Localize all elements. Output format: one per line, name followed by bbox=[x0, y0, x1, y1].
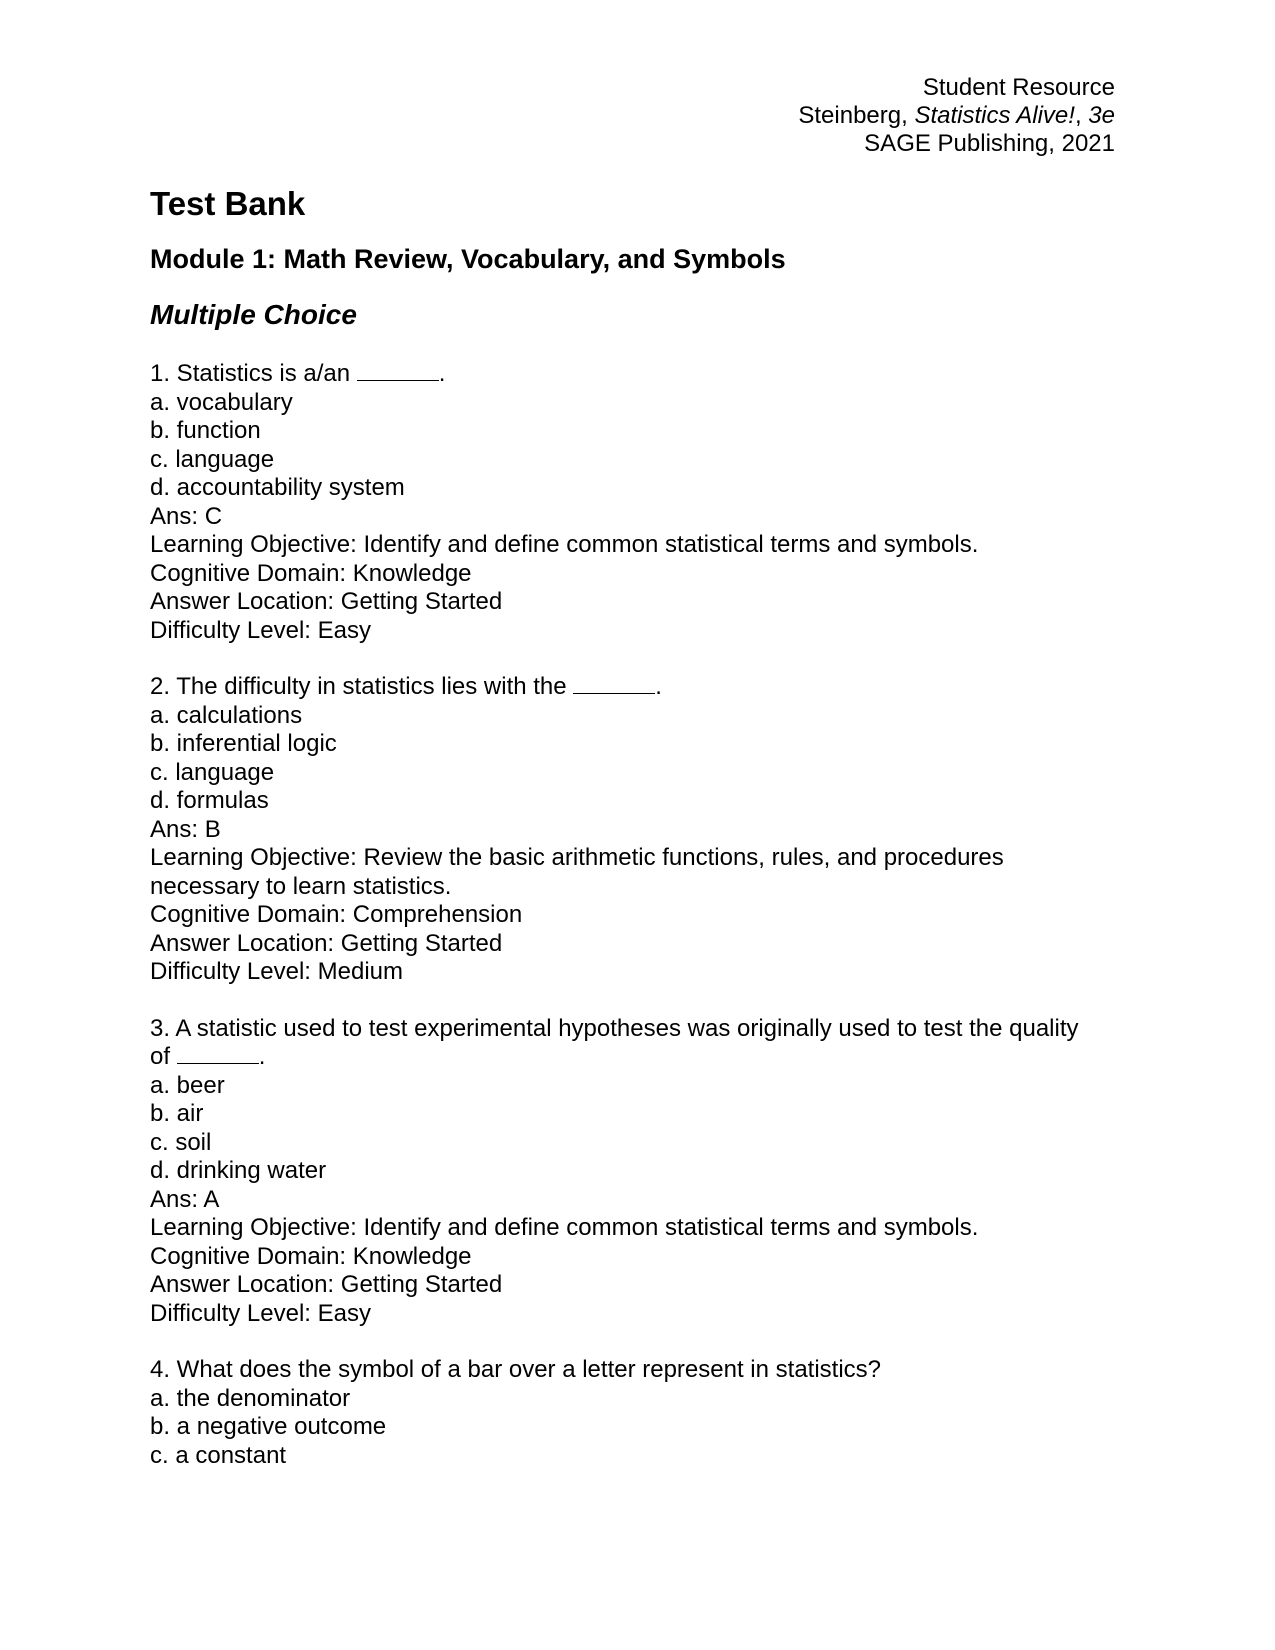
question-list bbox=[150, 360, 1130, 1470]
option-a: a. vocabulary bbox=[150, 388, 293, 416]
header-author: Steinberg, bbox=[798, 102, 915, 129]
header-comma: , bbox=[1074, 102, 1089, 129]
question-stem-continued bbox=[150, 1043, 1130, 1072]
option-d: d. drinking water bbox=[150, 1157, 327, 1184]
learning-objective: Learning Objective: Review the basic arithmetic functions, rules, and procedures bbox=[150, 844, 1004, 871]
option-c: c. a constant bbox=[150, 1441, 287, 1469]
answer-location: Answer Location: Getting Started bbox=[150, 1271, 503, 1298]
difficulty-level: Difficulty Level: Medium bbox=[150, 958, 403, 985]
option-b: b. a negative outcome bbox=[150, 1413, 387, 1440]
option-a: a. calculations bbox=[150, 701, 303, 729]
module-title: Module 1: Math Review, Vocabulary, and Symbols bbox=[150, 244, 786, 274]
resource-header bbox=[798, 74, 1115, 158]
answer-key: Ans: A bbox=[150, 1185, 220, 1213]
answer-blank bbox=[177, 1045, 259, 1064]
question-3 bbox=[150, 1015, 1130, 1329]
question-stem: 4. What does the symbol of a bar over a letter represent in statistics? bbox=[150, 1356, 882, 1383]
stem-end: . bbox=[438, 360, 446, 387]
option-b: b. air bbox=[150, 1100, 204, 1127]
learning-objective-continued: necessary to learn statistics. bbox=[150, 872, 452, 900]
stem-text: 2. The difficulty in statistics lies with the bbox=[150, 673, 574, 700]
header-book-title: Statistics Alive! bbox=[914, 102, 1075, 129]
question-stem bbox=[150, 360, 1130, 389]
stem-end: . bbox=[258, 1043, 266, 1070]
question-stem bbox=[150, 673, 1130, 702]
question-2 bbox=[150, 673, 1130, 987]
option-d: d. formulas bbox=[150, 787, 269, 814]
section-title: Multiple Choice bbox=[150, 299, 357, 330]
cognitive-domain: Cognitive Domain: Knowledge bbox=[150, 1242, 472, 1270]
stem-text: of bbox=[150, 1043, 177, 1070]
question-1 bbox=[150, 360, 1130, 645]
question-4 bbox=[150, 1356, 1130, 1470]
answer-location: Answer Location: Getting Started bbox=[150, 929, 503, 957]
answer-blank bbox=[573, 675, 655, 694]
answer-blank bbox=[357, 362, 439, 381]
difficulty-level: Difficulty Level: Easy bbox=[150, 1299, 371, 1327]
answer-key: Ans: B bbox=[150, 815, 221, 843]
stem-text: 1. Statistics is a/an bbox=[150, 360, 357, 387]
learning-objective: Learning Objective: Identify and define common statistical terms and symbols. bbox=[150, 531, 979, 558]
learning-objective: Learning Objective: Identify and define common statistical terms and symbols. bbox=[150, 1214, 979, 1241]
document-content bbox=[150, 184, 1130, 1498]
answer-key: Ans: C bbox=[150, 502, 223, 530]
header-resource-label: Student Resource bbox=[922, 74, 1115, 101]
option-a: a. the denominator bbox=[150, 1384, 351, 1412]
option-d: d. accountability system bbox=[150, 474, 405, 501]
answer-location: Answer Location: Getting Started bbox=[150, 588, 503, 615]
option-b: b. function bbox=[150, 417, 261, 444]
cognitive-domain: Cognitive Domain: Knowledge bbox=[150, 559, 472, 587]
question-stem: 3. A statistic used to test experimental hypotheses was originally used to test the quality bbox=[150, 1014, 1079, 1042]
stem-end: . bbox=[655, 673, 662, 700]
difficulty-level: Difficulty Level: Easy bbox=[150, 616, 371, 644]
cognitive-domain: Cognitive Domain: Comprehension bbox=[150, 901, 523, 928]
header-edition: 3e bbox=[1088, 102, 1115, 129]
option-c: c. soil bbox=[150, 1128, 212, 1156]
option-a: a. beer bbox=[150, 1071, 225, 1099]
header-publisher: SAGE Publishing, 2021 bbox=[864, 130, 1115, 157]
option-c: c. language bbox=[150, 758, 275, 786]
option-b: b. inferential logic bbox=[150, 730, 337, 757]
document-title: Test Bank bbox=[150, 185, 306, 222]
header-citation bbox=[798, 102, 1115, 130]
option-c: c. language bbox=[150, 445, 275, 473]
